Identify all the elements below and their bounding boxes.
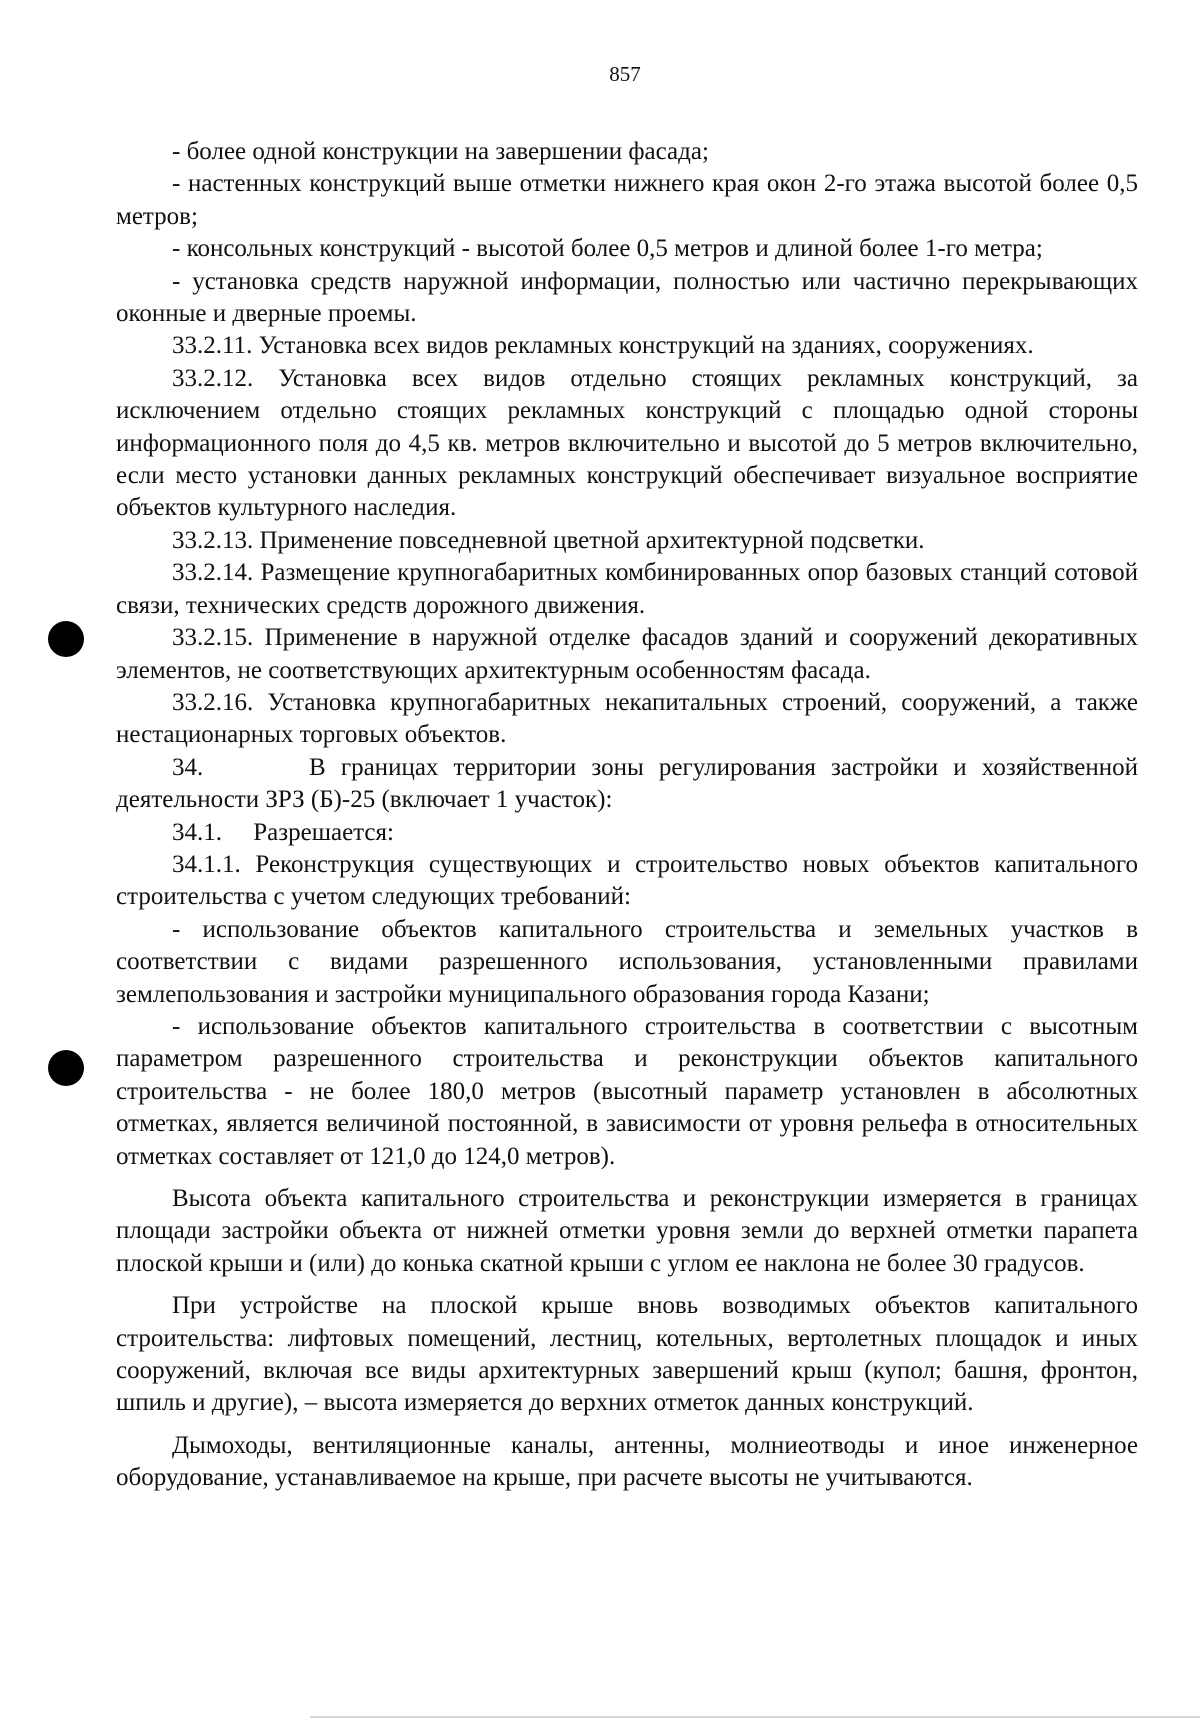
paragraph-9: 33.2.15. Применение в наружной отделке фасадов зданий и сооружений декоративных элементов, не соответствующих архитектурным особенностям фасада. [116,624,1138,684]
paragraph-1: - более одной конструкции на завершении фасада; [172,138,709,165]
paragraph-3: - консольных конструкций - высотой более 0,5 метров и длиной более 1-го метра; [172,235,1043,263]
paragraph-14: - использование объектов капитального строительства и земельных участков в соответствии с видами разрешенного использования, установленными правилами землепользования и застройки муниципального образования города Казани; [116,915,1138,1008]
punch-hole-mark [48,621,84,657]
paragraph-8: 33.2.14. Размещение крупногабаритных комбинированных опор базовых станций сотовой связи, технических средств дорожного движения. [116,559,1138,619]
paragraph-5: 33.2.11. Установка всех видов рекламных конструкций на зданиях, сооружениях. [172,332,1034,360]
paragraph-17: При устройстве на плоской крыше вновь возводимых объектов капитального строительства: лифтовых помещений, лестниц, котельных, вертолетных площадок и иных сооружений, включая все виды архитектурных завершений крыш (купол; башня, фронтон, шпиль и другие), – высота измеряется до верхних отметок данных конструкций. [116,1292,1138,1417]
paragraph-16: Высота объекта капитального строительства и реконструкции измеряется в границах площади застройки объекта от нижней отметки уровня земли до верхней отметки парапета плоской крыши и (или) до конька скатной крыши с углом ее наклона не более 30 градусов. [116,1185,1138,1277]
paragraph-6: 33.2.12. Установка всех видов отдельно стоящих рекламных конструкций, за исключением отдельно стоящих рекламных конструкций с площадью одной стороны информационного поля до 4,5 кв. метров включительно и высотой до 5 метров включительно, если место установки данных рекламных конструкций обеспечивает визуальное восприятие объектов культурного наследия. [116,364,1138,522]
document-body [116,136,1145,1495]
paragraph-11: 34. В границах территории зоны регулирования застройки и хозяйственной деятельности ЗРЗ (Б)-25 (включает 1 участок): [116,753,1145,814]
scan-edge-line [310,1716,1200,1718]
paragraph-12: 34.1. Разрешается: [172,818,394,846]
paragraph-18: Дымоходы, вентиляционные каналы, антенны, молниеотводы и иное инженерное оборудование, устанавливаемое на крыше, при расчете высоты не учитываются. [116,1431,1138,1492]
page-number: 857 [609,62,641,86]
paragraph-2: - настенных конструкций выше отметки нижнего края окон 2-го этажа высотой более 0,5 метров; [116,170,1138,230]
paragraph-13: 34.1.1. Реконструкция существующих и строительство новых объектов капитального строительства с учетом следующих требований: [116,850,1138,911]
paragraph-15: - использование объектов капитального строительства в соответствии с высотным параметром разрешенного строительства и реконструкции объектов капитального строительства - не более 180,0 метров (высотный параметр установлен в абсолютных отметках, является величиной постоянной, в зависимости от уровня рельефа в относительных отметках составляет от 121,0 до 124,0 метров). [116,1012,1138,1170]
paragraph-10: 33.2.16. Установка крупногабаритных некапитальных строений, сооружений, а также нестационарных торговых объектов. [116,688,1138,749]
paragraph-4: - установка средств наружной информации, полностью или частично перекрывающих оконные и дверные проемы. [116,267,1138,328]
punch-hole-mark [48,1050,84,1086]
paragraph-7: 33.2.13. Применение повседневной цветной архитектурной подсветки. [172,526,925,554]
